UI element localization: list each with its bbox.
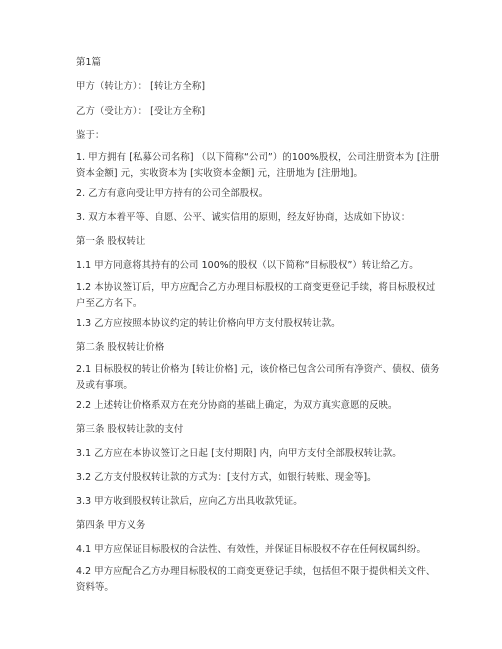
clause-1-1: 1.1 甲方同意将其持有的公司 100%的股权（以下简称“目标股权”）转让给乙方。 — [76, 260, 419, 271]
clause-3-2: 3.2 乙方支付股权转让款的方式为：[支付方式，如银行转账、现金等]。 — [76, 472, 377, 483]
article-1-heading: 第一条 股权转让 — [76, 236, 146, 247]
party-a-line: 甲方（转让方）： [转让方全称] — [76, 81, 206, 92]
clause-2-1: 2.1 目标股权的转让价格为 [转让价格] 元，该价格已包含公司所有净资产、债权、债务及或有事项。 — [76, 364, 440, 391]
recital-2: 2. 乙方有意向受让甲方持有的公司全部股权。 — [76, 188, 269, 199]
clause-3-1: 3.1 乙方应在本协议签订之日起 [支付期限] 内，向甲方支付全部股权转让款。 — [76, 448, 402, 459]
clause-4-1: 4.1 甲方应保证目标股权的合法性、有效性，并保证目标股权不存在任何权属纠纷。 — [76, 544, 426, 555]
article-3-heading: 第三条 股权转让款的支付 — [76, 424, 184, 435]
section-title: 第1篇 — [76, 57, 102, 68]
clause-2-2: 2.2 上述转让价格系双方在充分协商的基础上确定，为双方真实意愿的反映。 — [76, 400, 398, 411]
party-b-line: 乙方（受让方）： [受让方全称] — [76, 106, 206, 117]
article-4-heading: 第四条 甲方义务 — [76, 520, 146, 531]
clause-1-3: 1.3 乙方应按照本协议约定的转让价格向甲方支付股权转让款。 — [76, 318, 341, 329]
recital-1: 1. 甲方拥有 [私募公司名称] （以下简称“公司”）的100%股权，公司注册资本为 [注册资本金额] 元，实收资本为 [实收资本金额] 元，注册地为 [注册地]。 — [76, 152, 440, 179]
clause-1-2: 1.2 本协议签订后，甲方应配合乙方办理目标股权的工商变更登记手续，将目标股权过户至乙方名下。 — [76, 282, 436, 309]
clause-4-2: 4.2 甲方应配合乙方办理目标股权的工商变更登记手续，包括但不限于提供相关文件、资料等。 — [76, 566, 436, 593]
recital-3: 3. 双方本着平等、自愿、公平、诚实信用的原则，经友好协商，达成如下协议： — [76, 212, 411, 223]
clause-3-3: 3.3 甲方收到股权转让款后，应向乙方出具收款凭证。 — [76, 496, 303, 507]
whereas-heading: 鉴于： — [76, 130, 105, 141]
article-2-heading: 第二条 股权转让价格 — [76, 342, 165, 353]
